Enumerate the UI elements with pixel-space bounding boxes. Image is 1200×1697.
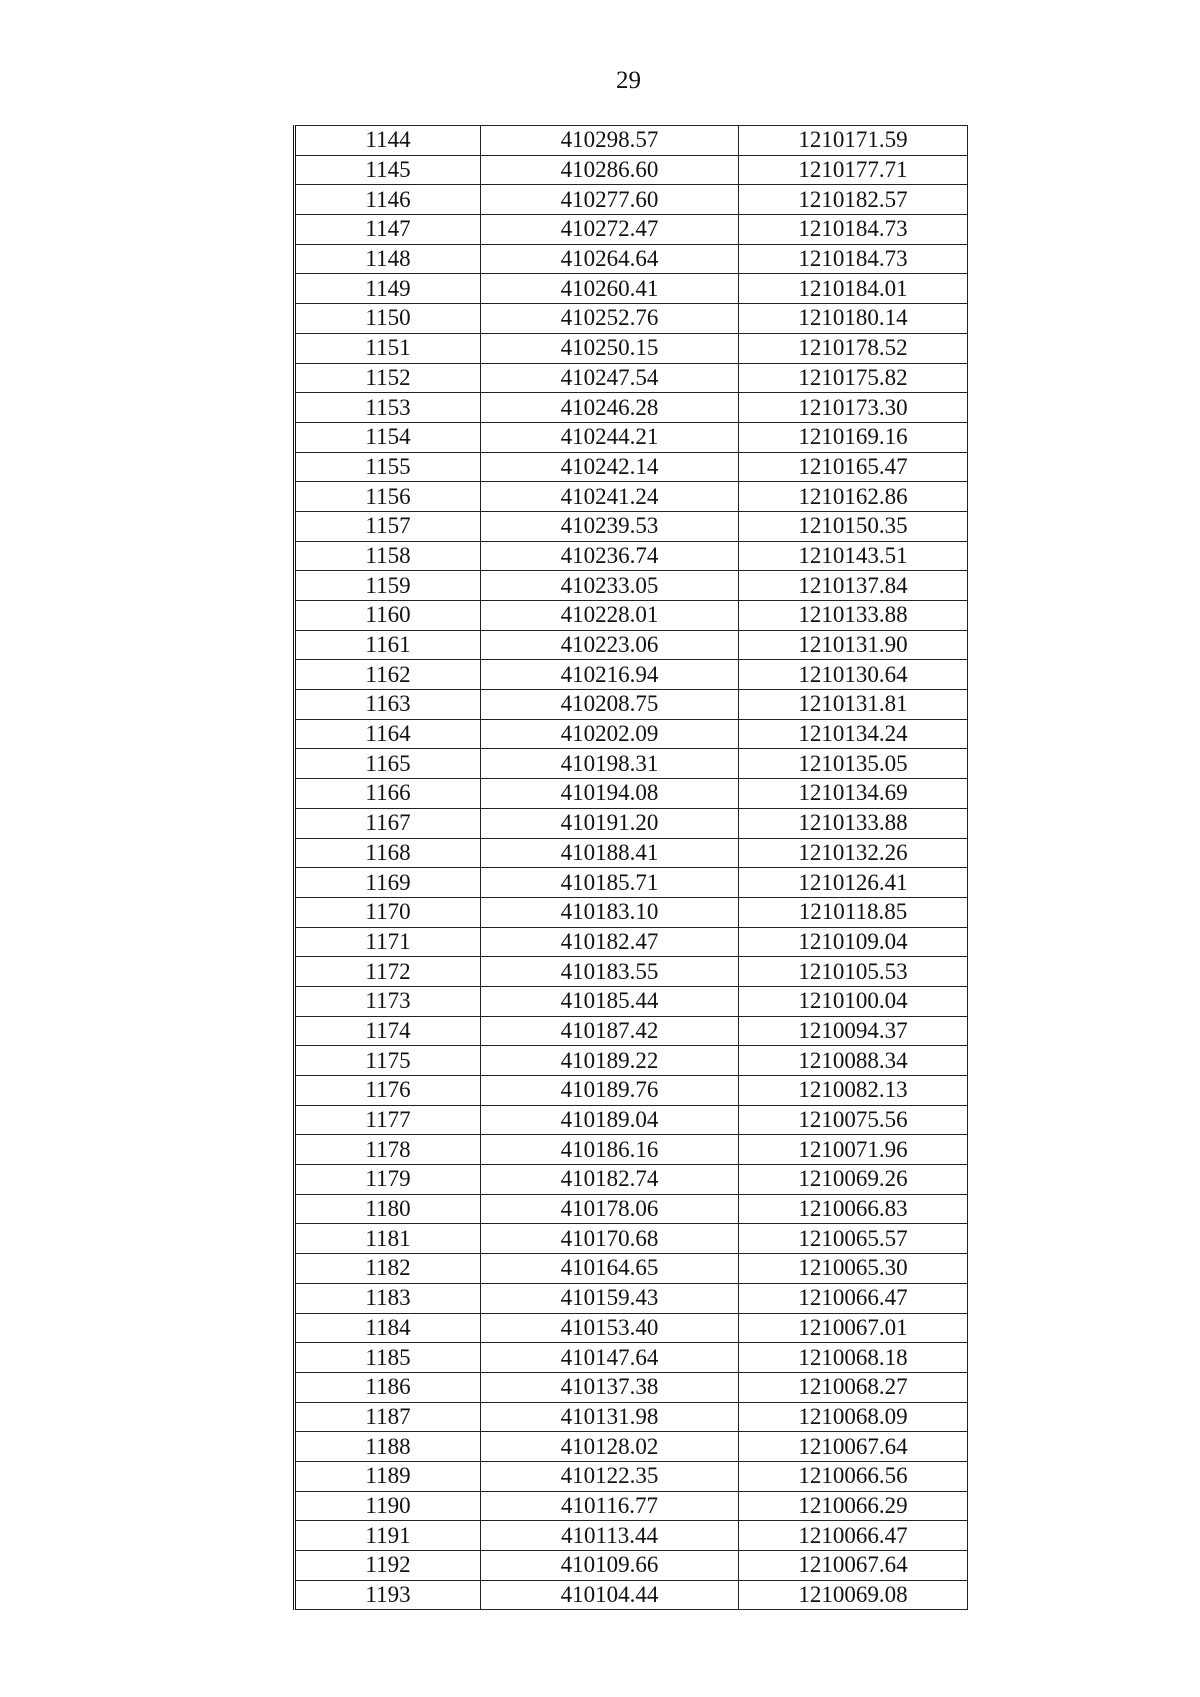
point-number-cell: 1172 (295, 957, 481, 987)
point-number-cell: 1187 (295, 1402, 481, 1432)
y-coordinate-cell: 1210169.16 (739, 422, 968, 452)
y-coordinate-cell: 1210131.90 (739, 630, 968, 660)
point-number-cell: 1174 (295, 1016, 481, 1046)
table-row (295, 808, 968, 838)
point-number-cell: 1176 (295, 1076, 481, 1106)
y-coordinate-cell: 1210126.41 (739, 868, 968, 898)
x-coordinate-cell: 410113.44 (481, 1521, 739, 1551)
y-coordinate-cell: 1210066.47 (739, 1521, 968, 1551)
x-coordinate-cell: 410189.04 (481, 1105, 739, 1135)
point-number-cell: 1190 (295, 1491, 481, 1521)
table-row (295, 333, 968, 363)
y-coordinate-cell: 1210143.51 (739, 541, 968, 571)
y-coordinate-cell: 1210133.88 (739, 601, 968, 631)
x-coordinate-cell: 410189.22 (481, 1046, 739, 1076)
y-coordinate-cell: 1210150.35 (739, 511, 968, 541)
x-coordinate-cell: 410185.44 (481, 986, 739, 1016)
x-coordinate-cell: 410122.35 (481, 1461, 739, 1491)
y-coordinate-cell: 1210066.47 (739, 1283, 968, 1313)
point-number-cell: 1159 (295, 571, 481, 601)
y-coordinate-cell: 1210100.04 (739, 986, 968, 1016)
x-coordinate-cell: 410246.28 (481, 393, 739, 423)
y-coordinate-cell: 1210173.30 (739, 393, 968, 423)
coordinates-table (293, 125, 968, 1610)
table-row (295, 1580, 968, 1610)
x-coordinate-cell: 410164.65 (481, 1254, 739, 1284)
table-row (295, 511, 968, 541)
y-coordinate-cell: 1210066.29 (739, 1491, 968, 1521)
x-coordinate-cell: 410241.24 (481, 482, 739, 512)
x-coordinate-cell: 410183.55 (481, 957, 739, 987)
y-coordinate-cell: 1210135.05 (739, 749, 968, 779)
x-coordinate-cell: 410170.68 (481, 1224, 739, 1254)
x-coordinate-cell: 410264.64 (481, 244, 739, 274)
y-coordinate-cell: 1210067.01 (739, 1313, 968, 1343)
point-number-cell: 1155 (295, 452, 481, 482)
point-number-cell: 1166 (295, 779, 481, 809)
x-coordinate-cell: 410228.01 (481, 601, 739, 631)
table-row (295, 1521, 968, 1551)
table-row (295, 927, 968, 957)
y-coordinate-cell: 1210069.26 (739, 1165, 968, 1195)
coordinates-table-body (295, 126, 968, 1610)
table-row (295, 1194, 968, 1224)
x-coordinate-cell: 410109.66 (481, 1551, 739, 1581)
point-number-cell: 1158 (295, 541, 481, 571)
y-coordinate-cell: 1210184.73 (739, 215, 968, 245)
y-coordinate-cell: 1210184.01 (739, 274, 968, 304)
point-number-cell: 1161 (295, 630, 481, 660)
x-coordinate-cell: 410186.16 (481, 1135, 739, 1165)
x-coordinate-cell: 410191.20 (481, 808, 739, 838)
table-row (295, 126, 968, 156)
table-row (295, 868, 968, 898)
point-number-cell: 1153 (295, 393, 481, 423)
x-coordinate-cell: 410260.41 (481, 274, 739, 304)
x-coordinate-cell: 410182.47 (481, 927, 739, 957)
x-coordinate-cell: 410189.76 (481, 1076, 739, 1106)
table-row (295, 304, 968, 334)
table-row (295, 957, 968, 987)
point-number-cell: 1180 (295, 1194, 481, 1224)
table-row (295, 482, 968, 512)
point-number-cell: 1162 (295, 660, 481, 690)
table-row (295, 1283, 968, 1313)
table-row (295, 185, 968, 215)
x-coordinate-cell: 410236.74 (481, 541, 739, 571)
y-coordinate-cell: 1210068.18 (739, 1343, 968, 1373)
table-row (295, 1076, 968, 1106)
y-coordinate-cell: 1210171.59 (739, 126, 968, 156)
point-number-cell: 1151 (295, 333, 481, 363)
point-number-cell: 1168 (295, 838, 481, 868)
table-row (295, 1313, 968, 1343)
point-number-cell: 1144 (295, 126, 481, 156)
point-number-cell: 1167 (295, 808, 481, 838)
table-row (295, 1165, 968, 1195)
y-coordinate-cell: 1210177.71 (739, 155, 968, 185)
point-number-cell: 1154 (295, 422, 481, 452)
y-coordinate-cell: 1210109.04 (739, 927, 968, 957)
x-coordinate-cell: 410242.14 (481, 452, 739, 482)
point-number-cell: 1189 (295, 1461, 481, 1491)
y-coordinate-cell: 1210175.82 (739, 363, 968, 393)
table-row (295, 1551, 968, 1581)
table-row (295, 1254, 968, 1284)
y-coordinate-cell: 1210134.69 (739, 779, 968, 809)
table-row (295, 541, 968, 571)
y-coordinate-cell: 1210105.53 (739, 957, 968, 987)
point-number-cell: 1188 (295, 1432, 481, 1462)
point-number-cell: 1156 (295, 482, 481, 512)
x-coordinate-cell: 410233.05 (481, 571, 739, 601)
table-row (295, 215, 968, 245)
point-number-cell: 1184 (295, 1313, 481, 1343)
table-row (295, 601, 968, 631)
table-row (295, 1046, 968, 1076)
table-row (295, 1105, 968, 1135)
y-coordinate-cell: 1210132.26 (739, 838, 968, 868)
y-coordinate-cell: 1210134.24 (739, 719, 968, 749)
table-row (295, 1016, 968, 1046)
x-coordinate-cell: 410187.42 (481, 1016, 739, 1046)
point-number-cell: 1181 (295, 1224, 481, 1254)
x-coordinate-cell: 410250.15 (481, 333, 739, 363)
x-coordinate-cell: 410272.47 (481, 215, 739, 245)
point-number-cell: 1179 (295, 1165, 481, 1195)
y-coordinate-cell: 1210088.34 (739, 1046, 968, 1076)
y-coordinate-cell: 1210182.57 (739, 185, 968, 215)
table-row (295, 1135, 968, 1165)
table-row (295, 274, 968, 304)
point-number-cell: 1177 (295, 1105, 481, 1135)
point-number-cell: 1150 (295, 304, 481, 334)
y-coordinate-cell: 1210133.88 (739, 808, 968, 838)
x-coordinate-cell: 410185.71 (481, 868, 739, 898)
point-number-cell: 1193 (295, 1580, 481, 1610)
x-coordinate-cell: 410247.54 (481, 363, 739, 393)
point-number-cell: 1165 (295, 749, 481, 779)
table-row (295, 838, 968, 868)
x-coordinate-cell: 410104.44 (481, 1580, 739, 1610)
x-coordinate-cell: 410244.21 (481, 422, 739, 452)
point-number-cell: 1147 (295, 215, 481, 245)
table-row (295, 1224, 968, 1254)
y-coordinate-cell: 1210180.14 (739, 304, 968, 334)
table-row (295, 986, 968, 1016)
table-row (295, 749, 968, 779)
table-row (295, 1432, 968, 1462)
x-coordinate-cell: 410182.74 (481, 1165, 739, 1195)
x-coordinate-cell: 410239.53 (481, 511, 739, 541)
x-coordinate-cell: 410208.75 (481, 690, 739, 720)
point-number-cell: 1175 (295, 1046, 481, 1076)
point-number-cell: 1171 (295, 927, 481, 957)
x-coordinate-cell: 410298.57 (481, 126, 739, 156)
y-coordinate-cell: 1210082.13 (739, 1076, 968, 1106)
point-number-cell: 1183 (295, 1283, 481, 1313)
point-number-cell: 1145 (295, 155, 481, 185)
table-row (295, 719, 968, 749)
x-coordinate-cell: 410116.77 (481, 1491, 739, 1521)
y-coordinate-cell: 1210118.85 (739, 897, 968, 927)
x-coordinate-cell: 410202.09 (481, 719, 739, 749)
y-coordinate-cell: 1210065.57 (739, 1224, 968, 1254)
x-coordinate-cell: 410178.06 (481, 1194, 739, 1224)
point-number-cell: 1173 (295, 986, 481, 1016)
point-number-cell: 1169 (295, 868, 481, 898)
table-row (295, 1372, 968, 1402)
y-coordinate-cell: 1210069.08 (739, 1580, 968, 1610)
point-number-cell: 1164 (295, 719, 481, 749)
y-coordinate-cell: 1210075.56 (739, 1105, 968, 1135)
table-row (295, 630, 968, 660)
y-coordinate-cell: 1210131.81 (739, 690, 968, 720)
table-row (295, 1461, 968, 1491)
y-coordinate-cell: 1210162.86 (739, 482, 968, 512)
point-number-cell: 1192 (295, 1551, 481, 1581)
x-coordinate-cell: 410216.94 (481, 660, 739, 690)
x-coordinate-cell: 410286.60 (481, 155, 739, 185)
table-row (295, 1343, 968, 1373)
page-number: 29 (616, 67, 641, 94)
x-coordinate-cell: 410137.38 (481, 1372, 739, 1402)
point-number-cell: 1152 (295, 363, 481, 393)
y-coordinate-cell: 1210137.84 (739, 571, 968, 601)
point-number-cell: 1157 (295, 511, 481, 541)
table-row (295, 1491, 968, 1521)
y-coordinate-cell: 1210068.09 (739, 1402, 968, 1432)
table-row (295, 660, 968, 690)
y-coordinate-cell: 1210094.37 (739, 1016, 968, 1046)
y-coordinate-cell: 1210178.52 (739, 333, 968, 363)
table-row (295, 690, 968, 720)
y-coordinate-cell: 1210165.47 (739, 452, 968, 482)
point-number-cell: 1160 (295, 601, 481, 631)
point-number-cell: 1185 (295, 1343, 481, 1373)
table-row (295, 393, 968, 423)
x-coordinate-cell: 410147.64 (481, 1343, 739, 1373)
y-coordinate-cell: 1210065.30 (739, 1254, 968, 1284)
table-row (295, 897, 968, 927)
y-coordinate-cell: 1210068.27 (739, 1372, 968, 1402)
y-coordinate-cell: 1210066.56 (739, 1461, 968, 1491)
x-coordinate-cell: 410223.06 (481, 630, 739, 660)
y-coordinate-cell: 1210067.64 (739, 1432, 968, 1462)
x-coordinate-cell: 410277.60 (481, 185, 739, 215)
x-coordinate-cell: 410198.31 (481, 749, 739, 779)
y-coordinate-cell: 1210067.64 (739, 1551, 968, 1581)
table-row (295, 452, 968, 482)
y-coordinate-cell: 1210066.83 (739, 1194, 968, 1224)
x-coordinate-cell: 410252.76 (481, 304, 739, 334)
point-number-cell: 1191 (295, 1521, 481, 1551)
table-row (295, 244, 968, 274)
point-number-cell: 1146 (295, 185, 481, 215)
y-coordinate-cell: 1210130.64 (739, 660, 968, 690)
table-row (295, 363, 968, 393)
x-coordinate-cell: 410188.41 (481, 838, 739, 868)
table-row (295, 422, 968, 452)
x-coordinate-cell: 410131.98 (481, 1402, 739, 1432)
x-coordinate-cell: 410128.02 (481, 1432, 739, 1462)
point-number-cell: 1148 (295, 244, 481, 274)
table-row (295, 155, 968, 185)
x-coordinate-cell: 410153.40 (481, 1313, 739, 1343)
point-number-cell: 1186 (295, 1372, 481, 1402)
x-coordinate-cell: 410183.10 (481, 897, 739, 927)
table-row (295, 779, 968, 809)
y-coordinate-cell: 1210184.73 (739, 244, 968, 274)
table-row (295, 571, 968, 601)
x-coordinate-cell: 410159.43 (481, 1283, 739, 1313)
y-coordinate-cell: 1210071.96 (739, 1135, 968, 1165)
point-number-cell: 1182 (295, 1254, 481, 1284)
table-row (295, 1402, 968, 1432)
point-number-cell: 1163 (295, 690, 481, 720)
x-coordinate-cell: 410194.08 (481, 779, 739, 809)
point-number-cell: 1178 (295, 1135, 481, 1165)
point-number-cell: 1170 (295, 897, 481, 927)
point-number-cell: 1149 (295, 274, 481, 304)
